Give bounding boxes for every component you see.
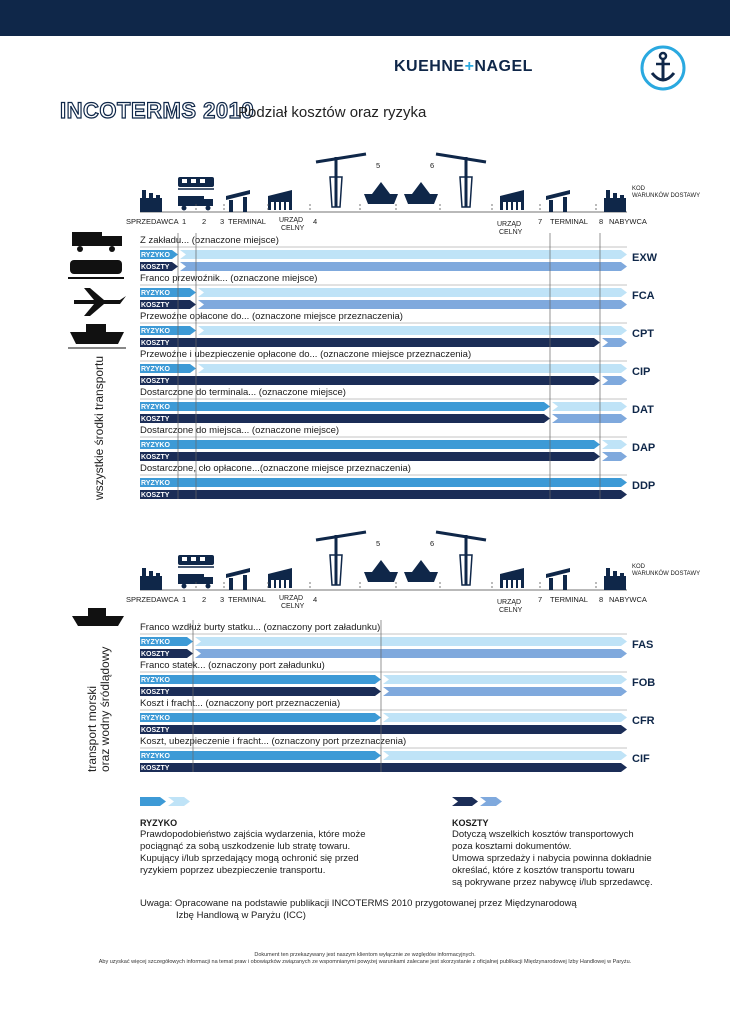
window — [200, 557, 205, 561]
cost-bar-buyer — [552, 414, 627, 423]
pillar — [243, 575, 247, 590]
risk-label: RYZYKO — [141, 290, 170, 297]
window — [200, 179, 205, 183]
term-code: FAS — [632, 639, 654, 651]
label-terminal: TERMINAL — [228, 595, 266, 604]
kod-label: KOD — [632, 564, 646, 570]
term-description: Przewoźne i ubezpieczenie opłacone do... (oznaczone miejsce przeznaczenia) — [140, 349, 472, 360]
hull — [404, 572, 438, 582]
risk-bar-buyer — [180, 250, 627, 259]
pillar — [229, 578, 233, 590]
risk-label: RYZYKO — [141, 639, 170, 646]
label-point-6: 6 — [430, 161, 435, 170]
label-point-5: 5 — [376, 539, 381, 548]
crane-icon — [436, 154, 486, 207]
door — [518, 580, 521, 588]
label-point-8: 8 — [599, 217, 604, 226]
door — [503, 202, 506, 210]
label-celny: CELNY — [281, 225, 305, 232]
label-urzad: URZĄD — [279, 595, 304, 602]
term-code: CPT — [632, 328, 654, 340]
crane-boom — [436, 532, 486, 540]
source-note: Uwaga: Opracowane na podstawie publikacji INCOTERMS 2010 przygotowanej przez Międzynarodową Izbę Handlową w Paryżu (ICC) — [140, 898, 577, 921]
risk-bar-seller — [140, 713, 381, 722]
term-description: Dostarczone do terminala... (oznaczone miejsce) — [140, 387, 346, 398]
legend-cost-seller-swatch — [452, 797, 478, 806]
term-code: FOB — [632, 677, 656, 689]
risk-label: RYZYKO — [141, 252, 170, 259]
pillar — [563, 197, 567, 212]
door — [513, 202, 516, 210]
wheel — [182, 206, 187, 211]
cost-bar-buyer — [602, 338, 627, 347]
cost-bar-buyer — [198, 300, 627, 309]
chimney — [613, 571, 617, 578]
risk-bar-seller — [140, 478, 627, 487]
risk-bar-buyer — [383, 675, 627, 684]
terminal-shed-icon — [226, 568, 250, 590]
legend-koszty-text: Dotyczą wszelkich kosztów transportowych poza kosztami dokumentów. Umowa sprzedaży i nabycia powinna dokładnie określać, które z kosztów transportu towaru są pokrywane przez nabywcę i/lub sprzedawcę. — [452, 829, 653, 888]
truck-cab — [204, 199, 213, 206]
footer-disclaimer-2: Aby uzyskać więcej szczegółowych informacji na temat praw i obowiązków związanych ze wspomnianymi powyżej warunkami zalecane jest skorzystanie z oficjalnej publikacji Międzynarodowej Izby Handlowej w Paryżu. — [98, 959, 632, 965]
label-point-7: 7 — [538, 217, 543, 226]
hull — [364, 194, 398, 204]
risk-label: RYZYKO — [141, 715, 170, 722]
label-urzad: URZĄD — [497, 221, 522, 228]
cost-bar-seller — [140, 490, 627, 499]
legend-risk-seller-swatch — [140, 797, 166, 806]
side-label-sea-transport: transport morski oraz wodny śródlądowy — [85, 646, 112, 772]
risk-bar-buyer — [198, 288, 627, 297]
factory-icon — [140, 190, 162, 212]
window — [191, 179, 196, 183]
wheel — [182, 584, 187, 589]
door — [508, 202, 511, 210]
truck-cab — [204, 577, 213, 584]
cost-label: KOSZTY — [141, 454, 170, 461]
cargo — [86, 324, 106, 332]
chimney — [606, 190, 610, 200]
window — [191, 557, 196, 561]
door — [508, 580, 511, 588]
cost-label: KOSZTY — [141, 651, 170, 658]
term-code: CFR — [632, 715, 655, 727]
legend-ryzyko-title: RYZYKO — [140, 818, 178, 828]
cost-bar-seller — [140, 452, 600, 461]
pillar — [549, 578, 553, 590]
cargo — [88, 608, 106, 616]
risk-bar-buyer — [198, 326, 627, 335]
door — [271, 202, 274, 210]
ship-transport-icon — [68, 324, 126, 348]
pillar — [549, 200, 553, 212]
risk-bar-seller — [140, 440, 600, 449]
term-code: DAT — [632, 404, 654, 416]
term-description: Koszt i fracht... (oznaczony port przeznaczenia) — [140, 698, 341, 709]
risk-bar-buyer — [383, 713, 627, 722]
wing — [84, 288, 104, 300]
door — [271, 580, 274, 588]
label-celny: CELNY — [499, 607, 523, 614]
label-point-3: 3 — [220, 217, 225, 226]
hull — [404, 194, 438, 204]
cost-label: KOSZTY — [141, 416, 170, 423]
door — [286, 202, 289, 210]
label-nabywca: NABYWCA — [609, 595, 647, 604]
factory-icon — [140, 568, 162, 590]
legend-ryzyko-text: Prawdopodobieństwo zajścia wydarzenia, które może pociągnąć za sobą uszkodzenie lub stratę towaru. Kupujący i/lub sprzedający mogą ochronić się przed ryzykiem poprzez ubezpieczenie transportu. — [140, 829, 366, 876]
customs-warehouse-icon — [500, 190, 524, 210]
label-celny: CELNY — [499, 229, 523, 236]
legend-koszty-title: KOSZTY — [452, 818, 489, 828]
label-terminal: TERMINAL — [550, 217, 588, 226]
term-description: Z zakładu... (oznaczone miejsce) — [140, 235, 279, 246]
label-point-5: 5 — [376, 161, 381, 170]
side-label-all-transport: wszystkie środki transportu — [92, 355, 106, 500]
term-code: DAP — [632, 442, 656, 454]
superstructure — [412, 560, 430, 572]
label-point-3: 3 — [220, 595, 225, 604]
label-celny: CELNY — [281, 603, 305, 610]
label-point-4: 4 — [313, 217, 318, 226]
term-code: CIF — [632, 753, 650, 765]
kod-label: KOD — [632, 186, 646, 192]
crane-icon — [316, 154, 366, 207]
label-point-7: 7 — [538, 595, 543, 604]
factory-icon — [604, 568, 626, 590]
wheel — [206, 206, 211, 211]
term-description: Koszt, ubezpieczenie i fracht... (oznaczony port przeznaczenia) — [140, 736, 407, 747]
kod-label: WARUNKÓW DOSTAWY — [632, 193, 701, 199]
train-icon — [178, 177, 214, 189]
train-body — [70, 260, 122, 274]
label-sprzedawca: SPRZEDAWCA — [126, 595, 179, 604]
page-subtitle: Podział kosztów oraz ryzyka — [238, 104, 427, 121]
label-point-8: 8 — [599, 595, 604, 604]
cost-bar-seller — [140, 687, 381, 696]
cost-bar-buyer — [195, 649, 627, 658]
risk-label: RYZYKO — [141, 753, 170, 760]
cost-label: KOSZTY — [141, 378, 170, 385]
label-urzad: URZĄD — [497, 599, 522, 606]
door — [518, 202, 521, 210]
risk-bar-buyer — [552, 402, 627, 411]
term-code: CIP — [632, 366, 651, 378]
factory-body — [140, 576, 162, 590]
crane-icon — [436, 532, 486, 585]
risk-bar-seller — [140, 675, 381, 684]
ship-icon — [364, 560, 398, 582]
wheel — [206, 584, 211, 589]
risk-bar-buyer — [195, 637, 627, 646]
cost-bar-seller — [140, 763, 627, 772]
customs-warehouse-icon — [268, 568, 292, 588]
door — [276, 202, 279, 210]
label-terminal: TERMINAL — [228, 217, 266, 226]
truck-icon — [178, 196, 213, 211]
customs-warehouse-icon — [500, 568, 524, 588]
cost-label: KOSZTY — [141, 727, 170, 734]
chimney — [142, 190, 146, 200]
truck-box — [178, 574, 204, 584]
cost-label: KOSZTY — [141, 302, 170, 309]
ship-icon — [404, 560, 438, 582]
label-point-1: 1 — [182, 595, 187, 604]
label-nabywca: NABYWCA — [609, 217, 647, 226]
door — [281, 580, 284, 588]
hull — [70, 332, 124, 344]
cost-label: KOSZTY — [141, 340, 170, 347]
customs-warehouse-icon — [268, 190, 292, 210]
label-sprzedawca: SPRZEDAWCA — [126, 217, 179, 226]
label-point-2: 2 — [202, 217, 207, 226]
chimney — [156, 195, 160, 200]
chimney — [606, 568, 610, 578]
factory-body — [140, 198, 162, 212]
label-point-2: 2 — [202, 595, 207, 604]
risk-bar-buyer — [383, 751, 627, 760]
chimney — [149, 571, 153, 578]
term-description: Dostarczone, cło opłacone...(oznaczone miejsce przeznaczenia) — [140, 463, 411, 474]
terminal-shed-icon — [546, 190, 570, 212]
term-description: Franco przewoźnik... (oznaczone miejsce) — [140, 273, 318, 284]
term-description: Franco statek... (oznaczony port załadunku) — [140, 660, 325, 671]
crane-boom — [316, 154, 366, 162]
truck-box — [72, 232, 102, 246]
chimney — [613, 193, 617, 200]
kod-label: WARUNKÓW DOSTAWY — [632, 571, 701, 577]
cost-bar-buyer — [383, 687, 627, 696]
ship-icon — [404, 182, 438, 204]
train-transport-icon — [68, 260, 124, 278]
term-description: Dostarczone do miejsca... (oznaczone miejsce) — [140, 425, 340, 436]
cost-bar-seller — [140, 414, 550, 423]
term-description: Przewoźne opłacone do... (oznaczone miejsce przeznaczenia) — [140, 311, 403, 322]
hull — [72, 616, 124, 626]
legend-cost-buyer-swatch — [480, 797, 502, 806]
factory-icon — [604, 190, 626, 212]
cost-bar-seller — [140, 376, 600, 385]
term-code: DDP — [632, 480, 656, 492]
cost-bar-seller — [140, 338, 600, 347]
crane-icon — [316, 532, 366, 585]
superstructure — [372, 182, 390, 194]
cost-bar-seller — [140, 725, 627, 734]
risk-label: RYZYKO — [141, 677, 170, 684]
hull — [364, 572, 398, 582]
chimney — [142, 568, 146, 578]
door — [286, 580, 289, 588]
door — [281, 202, 284, 210]
label-point-1: 1 — [182, 217, 187, 226]
label-point-4: 4 — [313, 595, 318, 604]
term-description: Franco wzdłuż burty statku... (oznaczony port załadunku) — [140, 622, 381, 633]
terminal-shed-icon — [546, 568, 570, 590]
door — [503, 580, 506, 588]
factory-body — [604, 198, 626, 212]
label-point-6: 6 — [430, 539, 435, 548]
term-code: EXW — [632, 252, 658, 264]
risk-bar-buyer — [602, 440, 627, 449]
chimney — [149, 193, 153, 200]
chimney — [620, 573, 624, 578]
pillar — [563, 575, 567, 590]
train-icon — [178, 555, 214, 567]
truck-transport-icon — [72, 232, 122, 252]
risk-label: RYZYKO — [141, 366, 170, 373]
cost-label: KOSZTY — [141, 264, 170, 271]
cost-label: KOSZTY — [141, 492, 170, 499]
door — [276, 580, 279, 588]
door — [513, 580, 516, 588]
risk-label: RYZYKO — [141, 328, 170, 335]
crane-boom — [316, 532, 366, 540]
wheel — [77, 246, 83, 252]
window — [182, 557, 187, 561]
pillar — [243, 197, 247, 212]
label-urzad: URZĄD — [279, 217, 304, 224]
risk-bar-seller — [140, 402, 550, 411]
cost-bar-buyer — [602, 376, 627, 385]
risk-bar-seller — [140, 751, 381, 760]
terminal-shed-icon — [226, 190, 250, 212]
window — [182, 179, 187, 183]
ship-icon — [364, 182, 398, 204]
risk-label: RYZYKO — [141, 404, 170, 411]
factory-body — [604, 576, 626, 590]
term-code: FCA — [632, 290, 655, 302]
wing — [84, 304, 104, 316]
superstructure — [372, 560, 390, 572]
truck-icon — [178, 574, 213, 589]
label-terminal: TERMINAL — [550, 595, 588, 604]
risk-label: RYZYKO — [141, 480, 170, 487]
chimney — [156, 573, 160, 578]
footer-disclaimer-1: Dokument ten przekazywany jest naszym klientom wyłącznie ze względów informacyjnych. — [254, 952, 476, 958]
ship-transport-icon — [72, 608, 124, 626]
cost-bar-buyer — [180, 262, 627, 271]
risk-label: RYZYKO — [141, 442, 170, 449]
superstructure — [412, 182, 430, 194]
crane-boom — [436, 154, 486, 162]
airplane-transport-icon — [74, 288, 126, 316]
truck-box — [178, 196, 204, 206]
risk-bar-buyer — [198, 364, 627, 373]
cost-bar-buyer — [602, 452, 627, 461]
legend-risk-buyer-swatch — [168, 797, 190, 806]
pillar — [229, 200, 233, 212]
chimney — [620, 195, 624, 200]
cost-label: KOSZTY — [141, 689, 170, 696]
cost-label: KOSZTY — [141, 765, 170, 772]
wheel — [109, 246, 115, 252]
kuehne-nagel-logo: KUEHNE+NAGEL — [394, 58, 533, 75]
page-title: INCOTERMS 2010 — [60, 98, 255, 123]
truck-cab — [102, 236, 122, 246]
